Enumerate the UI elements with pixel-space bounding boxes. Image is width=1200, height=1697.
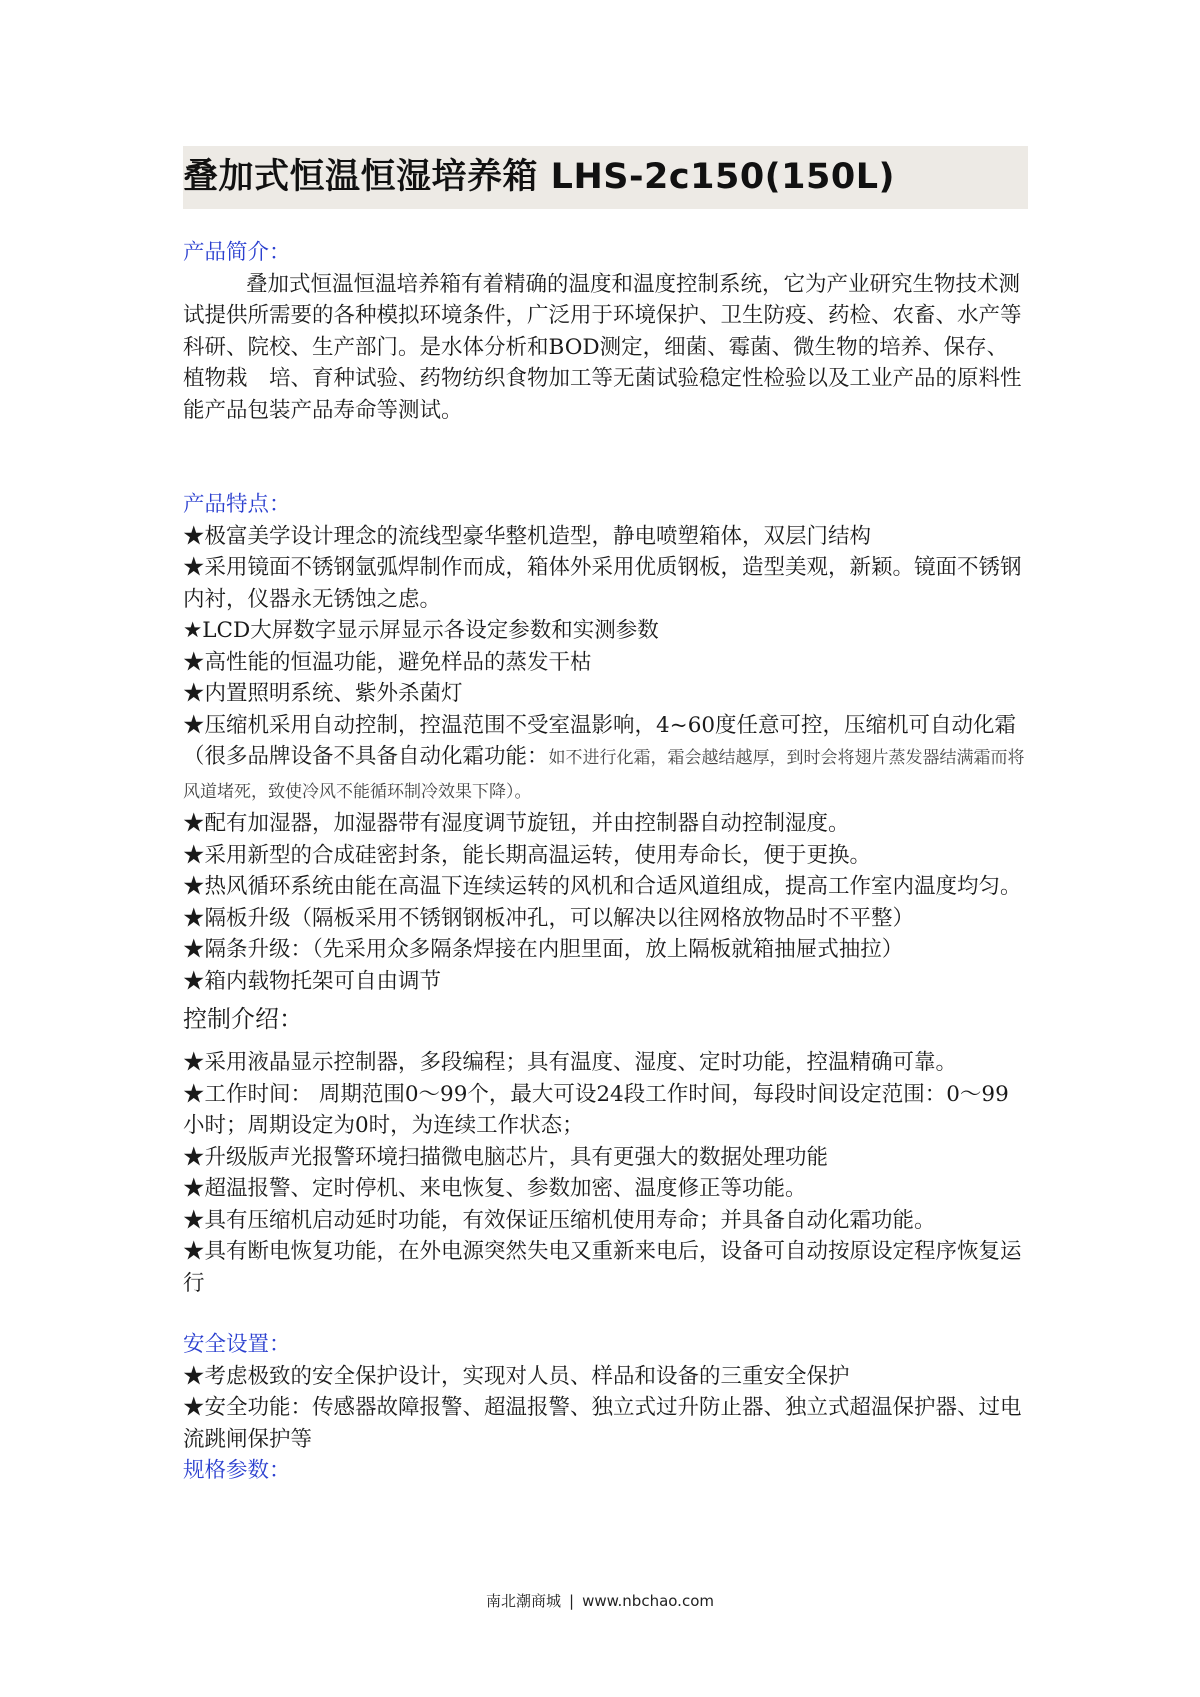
feature-item-defrost: [183, 710, 1028, 809]
intro-paragraph: 叠加式恒温恒温培养箱有着精确的温度和温度控制系统，它为产业研究生物技术测试提供所需要的各种模拟环境条件，广泛用于环境保护、卫生防疫、药检、农畜、水产等科研、院校、生产部门。是水体分析和BOD测定，细菌、霉菌、微生物的培养、保存、植物栽 培、育种试验、药物纺织食物加工等无菌试验稳定性检验以及工业产品的原料性能产品包装产品寿命等测试。: [183, 271, 1022, 423]
feature-item-text: ★压缩机采用自动控制，控温范围不受室温影响，4~60度任意可控，压缩机可自动化霜（很多品牌设备不具备自动化霜功能：: [183, 712, 1017, 769]
defrost-note: 如不进行化霜，霜会越结越厚，到时会将翅片蒸发器结满霜而将风道堵死，致使冷风不能循环制冷效果下降）。: [183, 748, 1025, 802]
intro-heading: 产品简介：: [183, 240, 291, 265]
feature-item: ★采用新型的合成硅密封条，能长期高温运转，使用寿命长，便于更换。: [183, 842, 872, 868]
feature-item: ★内置照明系统、紫外杀菌灯: [183, 681, 463, 706]
feature-item: ★箱内载物托架可自由调节: [183, 968, 442, 994]
feature-item: ★配有加湿器，加湿器带有湿度调节旋钮，并由控制器自动控制湿度。: [183, 811, 850, 836]
footer-site-name: 南北潮商城: [486, 1592, 562, 1610]
control-item: ★具有压缩机启动延时功能，有效保证压缩机使用寿命；并具备自动化霜功能。: [183, 1207, 936, 1233]
control-item: ★超温报警、定时停机、来电恢复、参数加密、温度修正等功能。: [183, 1176, 807, 1201]
document-body: [183, 237, 1028, 1487]
page-title: 叠加式恒温恒湿培养箱 LHS-2c150(150L): [183, 157, 896, 197]
feature-item: ★热风循环系统由能在高温下连续运转的风机和合适风道组成，提高工作室内温度均匀。: [183, 874, 1022, 899]
footer-url[interactable]: www.nbchao.com: [582, 1592, 714, 1610]
control-item: ★采用液晶显示控制器，多段编程；具有温度、湿度、定时功能，控温精确可靠。: [183, 1050, 958, 1075]
feature-item: ★采用镜面不锈钢氩弧焊制作而成，箱体外采用优质钢板，造型美观，新颖。镜面不锈钢内衬，仪器永无锈蚀之虑。: [183, 555, 1022, 612]
features-heading: 产品特点：: [183, 492, 291, 517]
feature-item: ★隔条升级：（先采用众多隔条焊接在内胆里面，放上隔板就箱抽屉式抽拉）: [183, 937, 904, 962]
specs-heading: 规格参数：: [183, 1458, 291, 1483]
control-item: ★工作时间： 周期范围0～99个，最大可设24段工作时间，每段时间设定范围：0～99小时；周期设定为0时，为连续工作状态；: [183, 1081, 1009, 1138]
safety-heading: 安全设置：: [183, 1332, 291, 1357]
control-item: ★具有断电恢复功能，在外电源突然失电又重新来电后，设备可自动按原设定程序恢复运行: [183, 1239, 1022, 1296]
control-item: ★升级版声光报警环境扫描微电脑芯片，具有更强大的数据处理功能: [183, 1144, 829, 1170]
feature-item: ★高性能的恒温功能，避免样品的蒸发干枯: [183, 649, 592, 675]
safety-item: ★安全功能：传感器故障报警、超温报警、独立式过升防止器、独立式超温保护器、过电流跳闸保护等: [183, 1395, 1022, 1452]
footer-separator: |: [569, 1592, 575, 1610]
feature-item: ★极富美学设计理念的流线型豪华整机造型，静电喷塑箱体，双层门结构: [183, 523, 872, 549]
control-heading: 控制介绍：: [183, 1005, 303, 1033]
feature-item: ★隔板升级（隔板采用不锈钢钢板冲孔，可以解决以往网格放物品时不平整）: [183, 905, 915, 931]
page-footer: [0, 1590, 1200, 1612]
feature-item: ★LCD大屏数字显示屏显示各设定参数和实测参数: [183, 618, 659, 643]
safety-item: ★考虑极致的安全保护设计，实现对人员、样品和设备的三重安全保护: [183, 1363, 850, 1389]
